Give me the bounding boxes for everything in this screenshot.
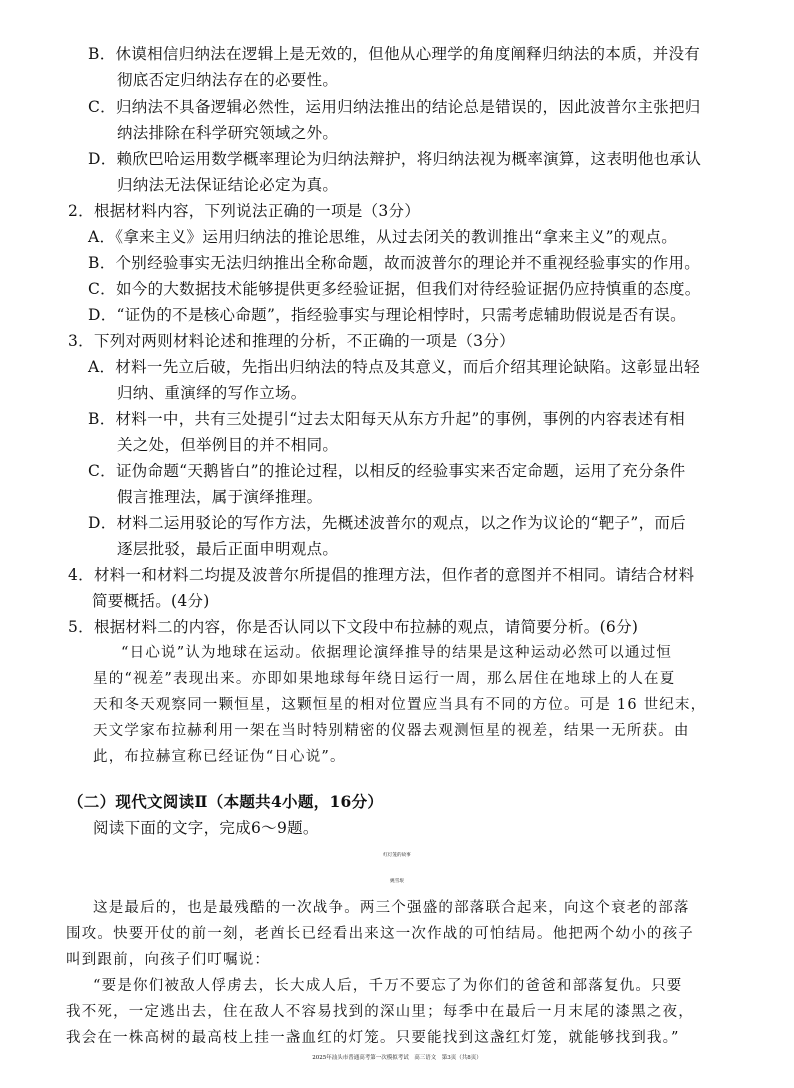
q3-option-d-line2: 逐层批驳，最后正面申明观点。 — [117, 540, 339, 558]
q3-option-b-line2: 关之处，但举例目的并不相同。 — [117, 436, 339, 454]
story-title: 红灯笼的故事 — [383, 853, 411, 858]
q1-option-c-line1: C．归纳法不具备逻辑必然性，运用归纳法推出的结论总是错误的，因此波普尔主张把归 — [88, 98, 701, 116]
q2-option-d: D．“证伪的不是核心命题”，指经验事实与理论相悖时，只需考虑辅助假说是否有误。 — [88, 306, 686, 324]
q2-option-a: A．《拿来主义》运用归纳法的推论思维，从过去闭关的教训推出“拿来主义”的观点。 — [88, 228, 677, 246]
story-line2: 围攻。快要开仗的前一刻，老酋长已经看出来这一次作战的可怕结局。他把两个幼小的孩子 — [66, 926, 694, 942]
q3-option-a-line1: A．材料一先立后破，先指出归纳法的特点及其意义，而后介绍其理论缺陷。这彰显出轻 — [88, 358, 700, 376]
story-line5: 我不死，一定逃出去，住在敌人不容易找到的深山里；每季中在最后一月末尾的漆黑之夜， — [66, 1004, 694, 1020]
q2-option-b: B．个别经验事实无法归纳推出全称命题，故而波普尔的理论并不重视经验事实的作用。 — [88, 254, 701, 272]
q2-option-c: C．如今的大数据技术能够提供更多经验证据，但我们对待经验证据仍应持慎重的态度。 — [88, 280, 701, 298]
q1-option-b-line1: B．休谟相信归纳法在逻辑上是无效的，但他从心理学的角度阐释归纳法的本质，并没有 — [88, 45, 701, 63]
q5-quote-line2: 星的“视差”表现出来。亦即如果地球每年绕日运行一周，那么居住在地球上的人在夏 — [93, 671, 676, 687]
story-author: 姚雪垠 — [390, 879, 404, 884]
q1-option-b-line2: 彻底否定归纳法存在的必要性。 — [117, 71, 339, 89]
page-footer: 2025年汕头市普通高考第一次模拟考试 高三语文 第3页（共8页） — [312, 1055, 482, 1061]
q3-option-a-line2: 归纳、重演绎的写作立场。 — [117, 384, 307, 402]
q3-option-b-line1: B．材料一中，共有三处提引“过去太阳每天从东方升起”的事例，事例的内容表述有相 — [88, 410, 685, 428]
q5-quote-line3: 天和冬天观察同一颗恒星，这颗恒星的相对位置应当具有不同的方位。可是 16 世纪末， — [93, 697, 707, 713]
q3-option-d-line1: D．材料二运用驳论的写作方法，先概述波普尔的观点，以之作为议论的“靶子”，而后 — [88, 514, 686, 532]
q3-option-c-line1: C．证伪命题“天鹅皆白”的推论过程，以相反的经验事实来否定命题，运用了充分条件 — [88, 462, 686, 480]
q5-quote-line4: 天文学家布拉赫利用一架在当时特别精密的仪器去观测恒星的视差，结果一无所获。由 — [93, 723, 690, 739]
q5-quote-line1: “日心说”认为地球在运动。依据理论演绎推导的结果是这种运动必然可以通过恒 — [121, 645, 673, 661]
q4-stem-line2: 简要概括。(4分) — [92, 592, 210, 610]
q3-option-c-line2: 假言推理法，属于演绎推理。 — [117, 488, 323, 506]
story-line1: 这是最后的，也是最残酷的一次战争。两三个强盛的部落联合起来，向这个衰老的部落 — [93, 900, 690, 916]
q5-quote-line5: 此，布拉赫宣称已经证伪“日心说”。 — [93, 749, 346, 765]
q1-option-c-line2: 纳法排除在科学研究领域之外。 — [117, 124, 339, 142]
story-line3: 叫到跟前，向孩子们叮嘱说： — [66, 952, 271, 968]
q1-option-d-line2: 归纳法无法保证结论必定为真。 — [117, 176, 339, 194]
section-instruction: 阅读下面的文字，完成6～9题。 — [93, 819, 319, 837]
section-heading: （二）现代文阅读Ⅱ（本题共4小题，16分） — [68, 792, 384, 811]
q2-stem: 2．根据材料内容，下列说法正确的一项是（3分） — [68, 202, 421, 220]
story-line4: “要是你们被敌人俘虏去，长大成人后，千万不要忘了为你们的爸爸和部落复仇。只要 — [93, 978, 683, 994]
q5-stem: 5．根据材料二的内容，你是否认同以下文段中布拉赫的观点，请简要分析。(6分) — [68, 618, 639, 636]
q4-stem-line1: 4．材料一和材料二均提及波普尔所提倡的推理方法，但作者的意图并不相同。请结合材料 — [68, 566, 695, 584]
q3-stem: 3．下列对两则材料论述和推理的分析，不正确的一项是（3分） — [68, 332, 515, 350]
q1-option-d-line1: D．赖欣巴哈运用数学概率理论为归纳法辩护，将归纳法视为概率演算，这表明他也承认 — [88, 150, 702, 168]
story-line6: 我会在一株高树的最高枝上挂一盏血红的灯笼。只要能找到这盏红灯笼，就能够找到我。” — [66, 1030, 680, 1046]
